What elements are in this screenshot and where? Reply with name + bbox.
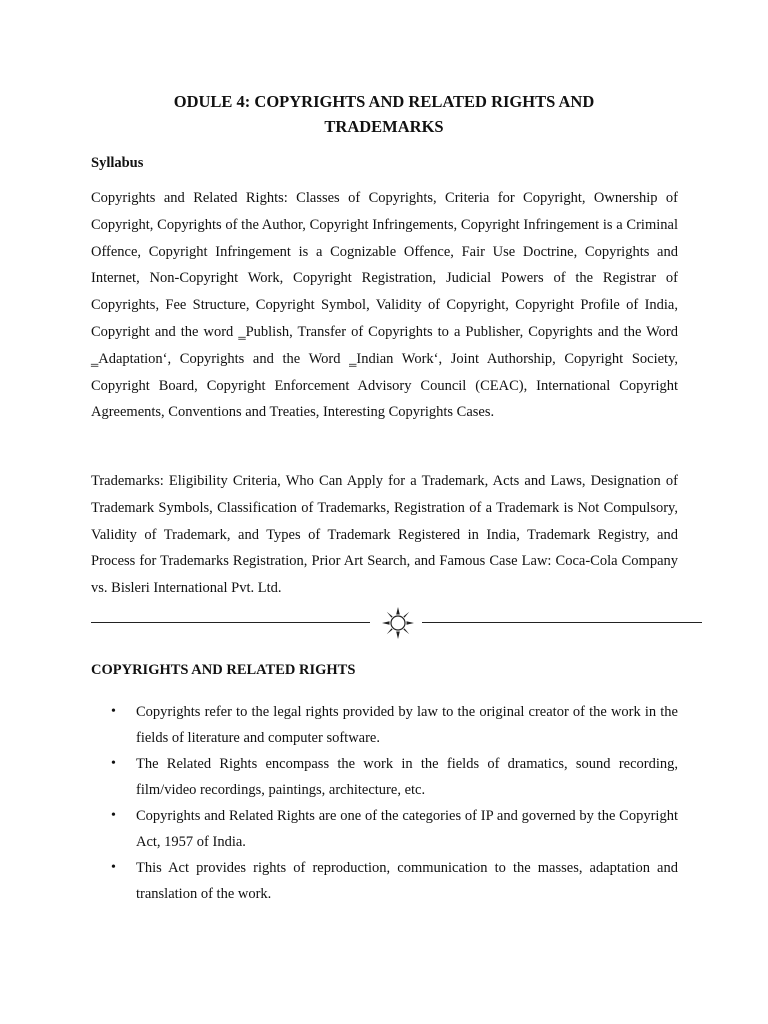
list-item — [91, 803, 678, 855]
list-item-text: Copyrights and Related Rights are one of the categories of IP and governed by the Copyright Act, 1957 of India. — [136, 808, 678, 850]
bullet-icon: • — [111, 860, 116, 875]
list-item — [91, 855, 678, 907]
sun-ornament-icon — [381, 606, 415, 640]
syllabus-trademarks-paragraph: Trademarks: Eligibility Criteria, Who Can Apply for a Trademark, Acts and Laws, Designation of Trademark Symbols, Classification of Trademarks, Registration of a Trademark is Not Compulsory, Validity of Trademark, and Types of Trademark Registered in India, Trademark Registry, and Process for Trademarks Registration, Prior Art Search, and Famous Case Law: Coca-Cola Company vs. Bisleri International Pvt. Ltd. — [91, 473, 678, 597]
divider-line-right — [422, 622, 702, 623]
page-title — [90, 89, 678, 139]
list-item-text: This Act provides rights of reproduction, communication to the masses, adaptation and translation of the work. — [136, 860, 678, 902]
bullet-icon: • — [111, 756, 116, 771]
divider-line-left — [91, 622, 370, 623]
bullet-icon: • — [111, 704, 116, 719]
section-divider — [91, 606, 702, 640]
bullet-icon: • — [111, 808, 116, 823]
title-line-2: TRADEMARKS — [324, 117, 444, 136]
bullet-list — [91, 699, 678, 907]
syllabus-heading: Syllabus — [91, 155, 144, 171]
list-item — [91, 699, 678, 751]
list-item-text: The Related Rights encompass the work in the fields of dramatics, sound recording, film/video recordings, paintings, architecture, etc. — [136, 756, 678, 798]
section-heading: COPYRIGHTS AND RELATED RIGHTS — [91, 662, 356, 678]
list-item-text: Copyrights refer to the legal rights provided by law to the original creator of the work in the fields of literature and computer software. — [136, 704, 678, 746]
title-line-1: ODULE 4: COPYRIGHTS AND RELATED RIGHTS AND — [173, 92, 595, 111]
list-item — [91, 751, 678, 803]
syllabus-copyrights-paragraph: Copyrights and Related Rights: Classes of Copyrights, Criteria for Copyright, Ownership of Copyright, Copyrights of the Author, Copyright Infringements, Copyright Infringement is a Criminal Offence, Copyright Infringement is a Cognizable Offence, Fair Use Doctrine, Copyrights and Internet, Non-Copyright Work, Copyright Registration, Judicial Powers of the Registrar of Copyrights, Fee Structure, Copyright Symbol, Validity of Copyright, Copyright Profile of India, Copyright and the word ‗Publish, Transfer of Copyrights to a Publisher, Copyrights and the Word ‗Adaptation‘, Copyrights and the Word ‗Indian Work‘, Joint Authorship, Copyright Society, Copyright Board, Copyright Enforcement Advisory Council (CEAC), International Copyright Agreements, Conventions and Treaties, Interesting Copyrights Cases. — [91, 190, 678, 421]
